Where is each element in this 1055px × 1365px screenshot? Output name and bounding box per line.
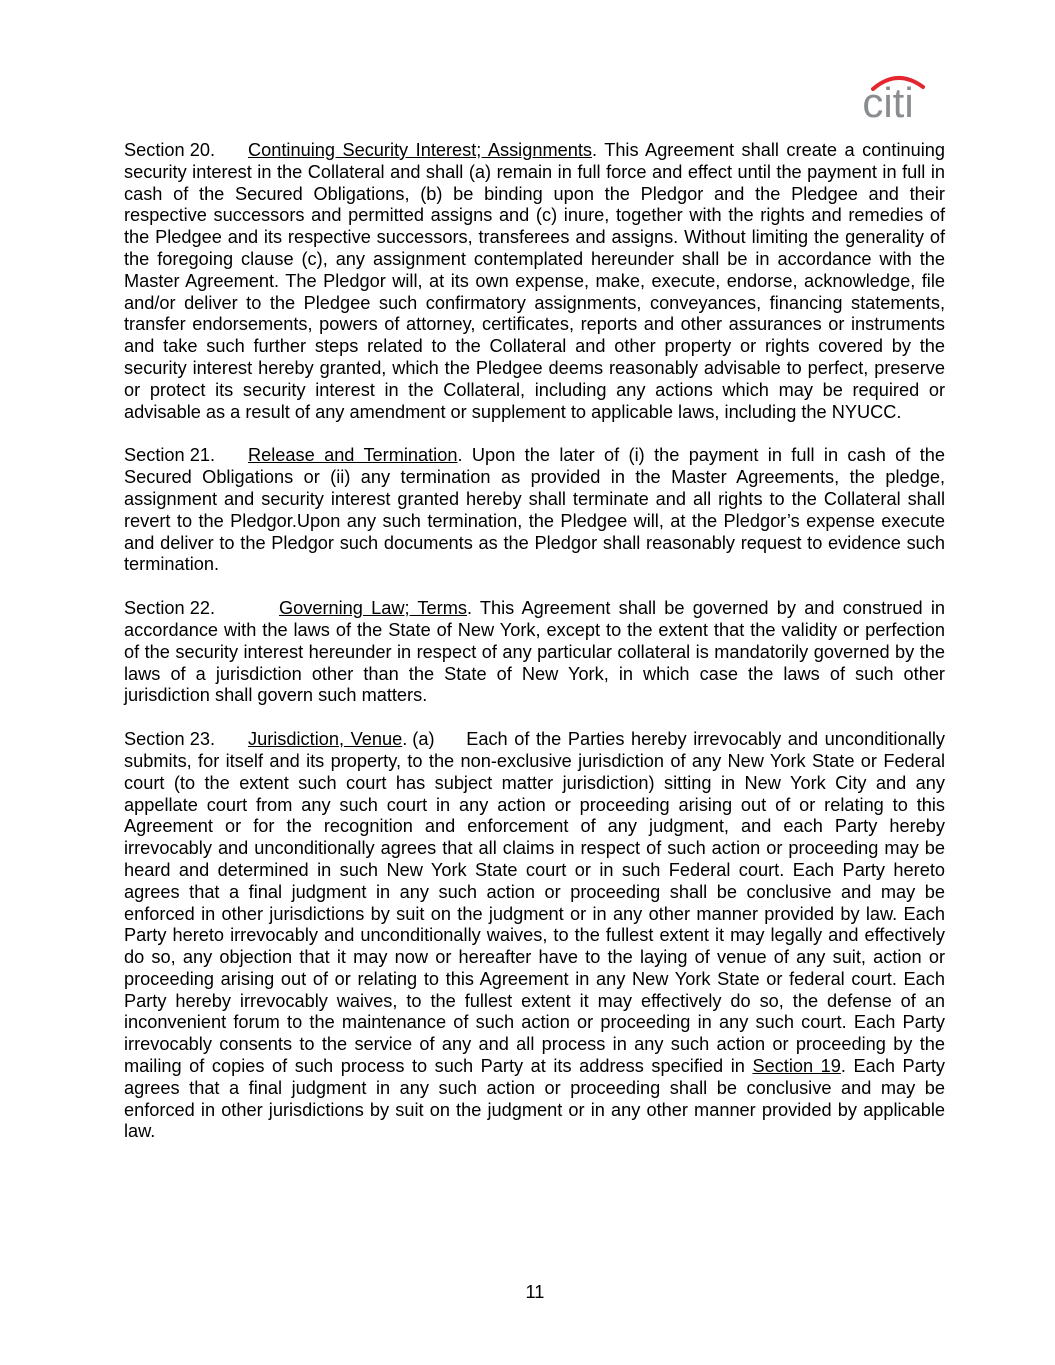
citi-logo — [852, 70, 926, 122]
citi-logo-icon — [852, 70, 926, 122]
section-22 — [124, 598, 945, 707]
section-21 — [124, 445, 945, 576]
section-heading: Release and Termination — [248, 445, 458, 466]
page-number: 11 — [525, 1282, 545, 1302]
section-number: Section 21. — [124, 445, 215, 466]
section-heading: Jurisdiction, Venue — [248, 729, 403, 750]
section-text: Each of the Parties hereby irrevocably and unconditionally submits, for itself and its property, to the non-exclusive jurisdiction of any New York State or Federal court (to the extent such court has subject matter jurisdiction) sitting in New York City and any appellate court from any such court in any action or proceeding arising out of or relating to this Agreement or for the recognition and enforcement of any judgment, and each Party hereby irrevocably and unconditionally agrees that all claims in respect of such action or proceeding may be heard and determined in such New York State court or in such Federal court. Each Party hereto agrees that a final judgment in any such action or proceeding shall be conclusive and may be enforced in other jurisdictions by suit on the judgment or in any other manner provided by law. Each Party hereto irrevocably and unconditionally waives, to the fullest extent it may legally and effectively do so, any objection that it may now or hereafter have to the laying of venue of any suit, action or proceeding arising out of or relating to this Agreement in any New York State or federal court. Each Party hereby irrevocably waives, to the fullest extent it may effectively do so, the defense of an inconvenient forum to the maintenance of such action or proceeding in any such court. Each Party irrevocably consents to the service of any and all process in any such action or proceeding by the mailing of copies of such process to such Party at its address specified in — [124, 729, 945, 1077]
section-number: Section 20. — [124, 140, 215, 160]
section-heading: Continuing Security Interest; Assignments — [248, 140, 592, 160]
clause-marker: . (a) — [402, 729, 435, 750]
section-reference: Section 19 — [752, 1056, 841, 1077]
section-text: . This Agreement shall be governed by and construed in accordance with the laws of the State of New York, except to the extent that the validity or perfection of the security interest hereunder in respect of any particular collateral is mandatorily governed by the laws of a jurisdiction other than the State of New York, in which case the laws of such other jurisdiction shall govern such matters. — [124, 598, 945, 706]
section-number: Section 23. — [124, 729, 215, 750]
section-heading: Governing Law; Terms — [279, 598, 467, 619]
section-text: . This Agreement shall create a continuing security interest in the Collateral and shall (a) remain in full force and effect until the payment in full in cash of the Secured Obligations, (b) be binding upon the Pledgor and the Pledgee and their respective successors and permitted assigns and (c) inure, together with the rights and remedies of the Pledgee and its respective successors, transferees and assigns. Without limiting the generality of the foregoing clause (c), any assignment contemplated hereunder shall be in accordance with the Master Agreement. The Pledgor will, at its own expense, make, execute, endorse, acknowledge, file and/or deliver to the Pledgee such confirmatory assignments, conveyances, financing statements, transfer endorsements, powers of attorney, certificates, reports and other assurances or instruments and take such further steps related to the Collateral and other property or rights covered by the security interest hereby granted, which the Pledgee deems reasonably advisable to perfect, preserve or protect its security interest in the Collateral, including any actions which may be required or advisable as a result of any amendment or supplement to applicable laws, including the NYUCC. — [124, 140, 946, 422]
section-23 — [124, 729, 945, 1143]
section-text: . Upon the later of (i) the payment in full in cash of the Secured Obligations or (ii) any termination as provided in the Master Agreements, the pledge, assignment and security interest granted hereby shall terminate and all rights to the Collateral shall revert to the Pledgor.Upon any such termination, the Pledgee will, at the Pledgor’s expense execute and deliver to the Pledgor such documents as the Pledgor shall reasonably request to evidence such termination. — [124, 445, 945, 575]
document-body — [124, 140, 945, 1165]
section-20 — [124, 140, 945, 423]
section-text-tail: . Each Party agrees that a final judgment in any such action or proceeding shall be conclusive and may be enforced in other jurisdictions by suit on the judgment or in any other manner provided by applicable law. — [124, 1056, 945, 1142]
section-number: Section 22. — [124, 598, 215, 619]
svg-text:citi: citi — [862, 79, 914, 122]
